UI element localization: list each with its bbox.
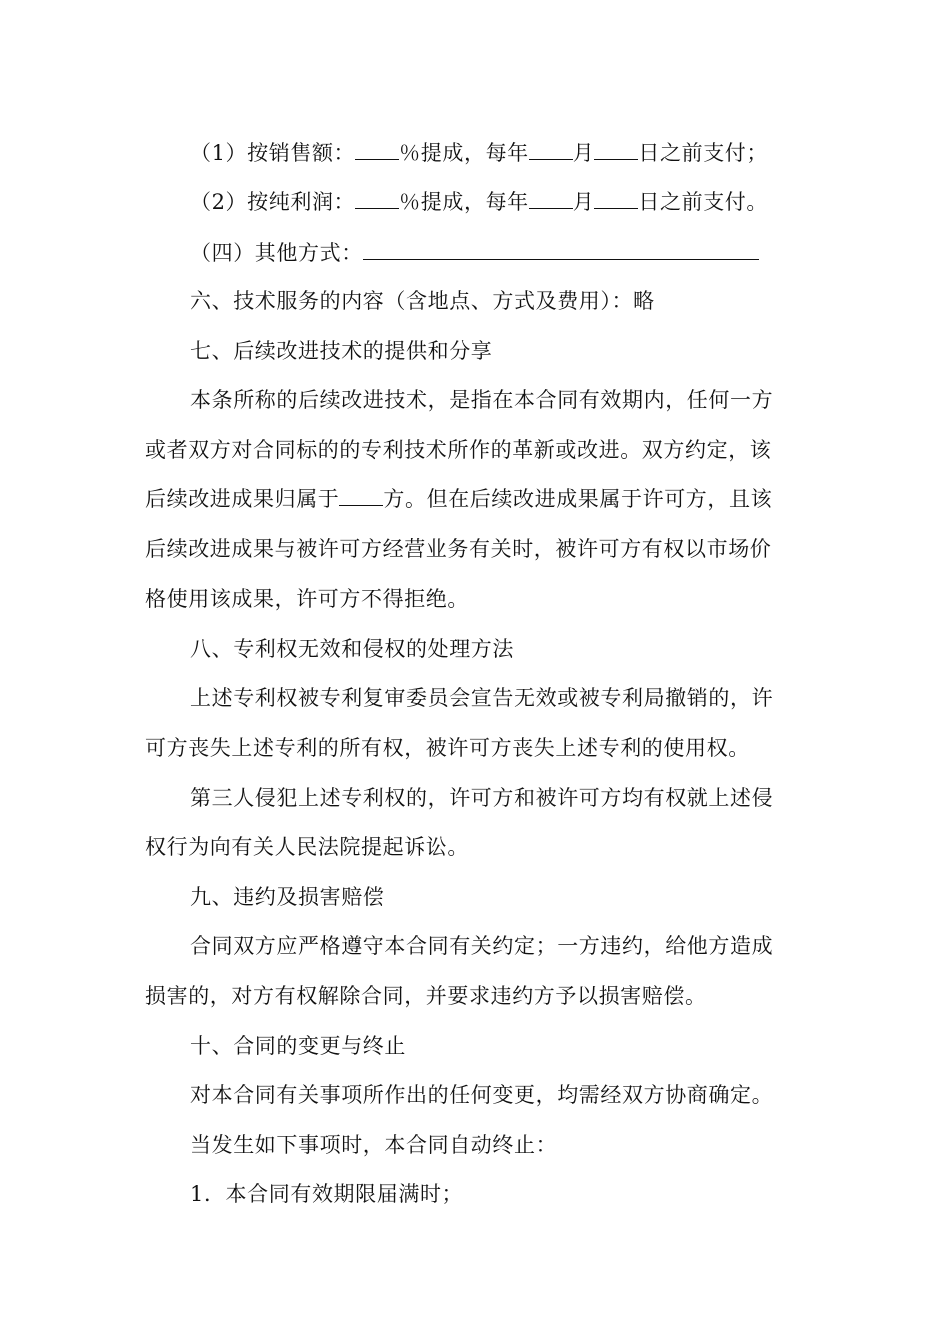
paragraph-line: 可方丧失上述专利的所有权，被许可方丧失上述专利的使用权。 [145,736,750,760]
section-10-heading: 十、合同的变更与终止 [190,1034,406,1058]
day-blank[interactable] [594,188,638,209]
payment-profit-label: （2）按纯利润： [190,190,356,214]
payment-profit-line [190,187,870,217]
list-item: 1．本合同有效期限届满时； [190,1182,464,1206]
paragraph-line: 当发生如下事项时，本合同自动终止： [190,1133,558,1157]
paragraph-line: 本条所称的后续改进技术，是指在本合同有效期内，任何一方 [190,388,774,412]
paragraph-line: 合同双方应严格遵守本合同有关约定；一方违约，给他方造成 [190,934,774,958]
other-method-line [190,238,870,268]
ownership-text: 后续改进成果归属于 [145,487,340,511]
payment-sales-label: （1）按销售额： [190,141,356,165]
section-6-heading: 六、技术服务的内容（含地点、方式及费用）：略 [190,289,655,313]
day-blank[interactable] [594,139,638,160]
percent-blank[interactable] [355,188,399,209]
ownership-blank[interactable] [339,485,383,506]
month-blank[interactable] [529,188,573,209]
paragraph-line: 上述专利权被专利复审委员会宣告无效或被专利局撤销的，许 [190,686,774,710]
ownership-rest-text: 方。但在后续改进成果属于许可方，且该 [383,487,773,511]
paragraph-line: 格使用该成果，许可方不得拒绝。 [145,587,469,611]
other-method-blank[interactable] [363,239,759,260]
percent-blank[interactable] [355,139,399,160]
paragraph-line: 第三人侵犯上述专利权的，许可方和被许可方均有权就上述侵 [190,786,774,810]
paragraph-line: 对本合同有关事项所作出的任何变更，均需经双方协商确定。 [190,1083,774,1107]
section-9-heading: 九、违约及损害赔偿 [190,885,385,909]
paragraph-line: 后续改进成果与被许可方经营业务有关时，被许可方有权以市场价 [145,537,772,561]
payment-sales-line [190,138,870,168]
percent-text: ％提成，每年 [399,190,529,214]
month-text: 月 [572,141,595,165]
section-7-heading: 七、后续改进技术的提供和分享 [190,339,493,363]
day-text: 日之前支付； [638,141,768,165]
month-blank[interactable] [529,139,573,160]
paragraph-line: 权行为向有关人民法院提起诉讼。 [145,835,469,859]
section-8-heading: 八、专利权无效和侵权的处理方法 [190,637,514,661]
percent-text: ％提成，每年 [399,141,529,165]
month-text: 月 [572,190,595,214]
paragraph-line [145,484,825,514]
day-text: 日之前支付。 [638,190,768,214]
paragraph-line: 损害的，对方有权解除合同，并要求违约方予以损害赔偿。 [145,984,707,1008]
paragraph-line: 或者双方对合同标的的专利技术所作的革新或改进。双方约定，该 [145,438,772,462]
other-method-label: （四）其他方式： [190,241,363,265]
